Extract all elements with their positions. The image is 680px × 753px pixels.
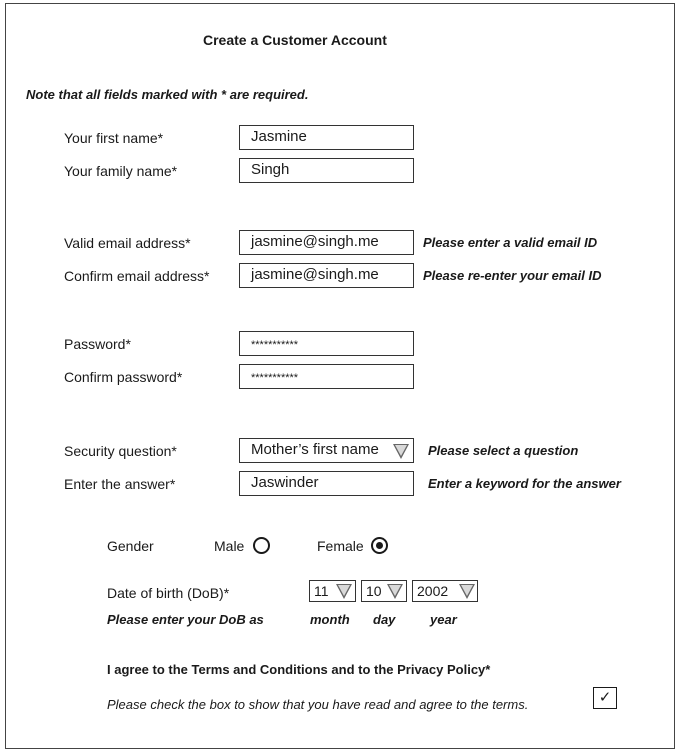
terms-checkbox[interactable]: [593, 687, 617, 709]
terms-instruction: Please check the box to show that you have read and agree to the terms.: [107, 697, 529, 712]
dob-month-caption: month: [310, 612, 350, 627]
confirm-email-hint: Please re-enter your email ID: [423, 268, 602, 283]
confirm-email-label: Confirm email address*: [64, 268, 210, 284]
answer-label: Enter the answer*: [64, 476, 176, 492]
gender-female-radio[interactable]: [371, 537, 388, 554]
security-question-value: Mother’s first name: [251, 441, 379, 458]
gender-label: Gender: [107, 538, 154, 554]
dob-label: Date of birth (DoB)*: [107, 585, 230, 601]
chevron-down-icon[interactable]: [393, 444, 409, 459]
confirm-password-input[interactable]: ***********: [239, 364, 414, 389]
first-name-label: Your first name*: [64, 130, 164, 146]
gender-male-radio[interactable]: [253, 537, 270, 554]
chevron-down-icon[interactable]: [387, 584, 403, 599]
email-hint: Please enter a valid email ID: [423, 235, 598, 250]
password-input[interactable]: ***********: [239, 331, 414, 356]
dob-format-note: Please enter your DoB as: [107, 612, 264, 627]
gender-male-label: Male: [214, 538, 245, 554]
dob-day-value: 10: [366, 583, 382, 599]
answer-input[interactable]: Jaswinder: [239, 471, 414, 496]
confirm-email-input[interactable]: jasmine@singh.me: [239, 263, 414, 288]
email-label: Valid email address*: [64, 235, 191, 251]
family-name-input[interactable]: Singh: [239, 158, 414, 183]
first-name-input[interactable]: Jasmine: [239, 125, 414, 150]
dob-day-caption: day: [373, 612, 396, 627]
answer-hint: Enter a keyword for the answer: [428, 476, 621, 491]
required-note: Note that all fields marked with * are required.: [26, 87, 309, 102]
dob-month-value: 11: [314, 583, 329, 599]
dob-year-caption: year: [430, 612, 457, 627]
family-name-label: Your family name*: [64, 163, 178, 179]
gender-female-label: Female: [317, 538, 364, 554]
dob-year-value: 2002: [417, 583, 449, 599]
check-icon: ✓: [598, 689, 612, 706]
confirm-password-label: Confirm password*: [64, 369, 183, 385]
chevron-down-icon[interactable]: [336, 584, 352, 599]
security-question-hint: Please select a question: [428, 443, 579, 458]
terms-heading: I agree to the Terms and Conditions and to the Privacy Policy*: [107, 662, 491, 677]
security-question-select[interactable]: [239, 438, 414, 463]
form-title: Create a Customer Account: [203, 32, 387, 48]
email-input[interactable]: jasmine@singh.me: [239, 230, 414, 255]
chevron-down-icon[interactable]: [459, 584, 475, 599]
password-label: Password*: [64, 336, 131, 352]
security-question-label: Security question*: [64, 443, 177, 459]
